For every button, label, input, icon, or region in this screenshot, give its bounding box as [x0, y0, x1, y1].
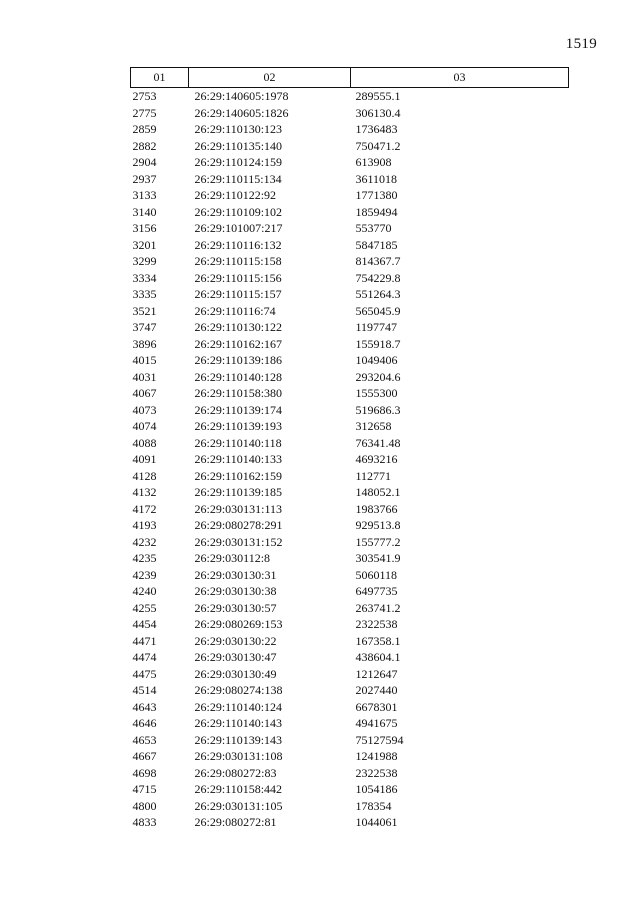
cadastral-number-cell: 26:29:030131:108 [194, 749, 283, 763]
table-row [131, 451, 569, 468]
value-cell: 4941675 [355, 716, 398, 730]
cadastral-number-cell: 26:29:110124:159 [194, 155, 283, 169]
value-cell: 5060118 [355, 567, 398, 582]
row-number-cell: 4232 [132, 534, 157, 549]
cadastral-number-cell: 26:29:030131:105 [194, 798, 283, 813]
value-cell: 1555300 [355, 386, 398, 400]
value-cell: 5847185 [355, 237, 398, 252]
value-cell: 75127594 [355, 732, 404, 747]
row-number-cell: 2937 [132, 171, 157, 186]
row-number-cell: 3299 [132, 254, 157, 268]
row-number-cell: 4715 [132, 782, 157, 796]
table-row [131, 270, 569, 287]
table-row [131, 798, 569, 815]
row-number-cell: 4235 [132, 551, 157, 565]
table-row [131, 501, 569, 518]
cadastral-number-cell: 26:29:101007:217 [194, 221, 283, 235]
row-number-cell: 4091 [132, 452, 157, 466]
value-cell: 293204.6 [355, 369, 401, 384]
table-body [131, 88, 569, 831]
value-cell: 167358.1 [355, 633, 401, 648]
table-row [131, 567, 569, 584]
value-cell: 1736483 [355, 122, 398, 136]
value-cell: 155918.7 [355, 336, 401, 351]
value-cell: 1212647 [355, 666, 398, 681]
value-cell: 1859494 [355, 204, 398, 219]
row-number-cell: 4454 [132, 617, 157, 631]
row-number-cell: 4474 [132, 650, 157, 664]
value-cell: 1044061 [355, 815, 398, 829]
table-row [131, 715, 569, 732]
value-cell: 155777.2 [355, 534, 401, 549]
table-row [131, 633, 569, 650]
table-row [131, 138, 569, 155]
cadastral-number-cell: 26:29:110140:133 [194, 452, 283, 466]
cadastral-number-cell: 26:29:110116:132 [194, 237, 282, 252]
row-number-cell: 4646 [132, 716, 157, 730]
cadastral-number-cell: 26:29:110122:92 [194, 188, 277, 202]
value-cell: 178354 [355, 798, 392, 813]
row-number-cell: 3521 [132, 303, 157, 318]
table-row [131, 237, 569, 254]
cadastral-number-cell: 26:29:110158:442 [194, 782, 283, 796]
table-row [131, 682, 569, 699]
table-row [131, 699, 569, 716]
row-number-cell: 4471 [132, 633, 157, 648]
cadastral-number-cell: 26:29:110139:185 [194, 485, 283, 499]
value-cell: 929513.8 [355, 518, 401, 532]
cadastral-number-cell: 26:29:110109:102 [194, 204, 283, 219]
row-number-cell: 4239 [132, 567, 157, 582]
cadastral-number-cell: 26:29:110130:122 [194, 320, 283, 334]
row-number-cell: 4128 [132, 468, 157, 483]
row-number-cell: 4193 [132, 518, 157, 532]
row-number-cell: 2882 [132, 138, 157, 153]
cadastral-number-cell: 26:29:080269:153 [194, 617, 283, 631]
cadastral-number-cell: 26:29:110140:124 [194, 699, 283, 714]
row-number-cell: 4015 [132, 353, 157, 367]
value-cell: 2322538 [355, 765, 398, 780]
row-number-cell: 4653 [132, 732, 157, 747]
table-row [131, 748, 569, 765]
cadastral-number-cell: 26:29:110115:157 [194, 287, 282, 301]
row-number-cell: 2904 [132, 155, 157, 169]
cadastral-number-cell: 26:29:030130:57 [194, 600, 277, 615]
row-number-cell: 3335 [132, 287, 157, 301]
row-number-cell: 4240 [132, 584, 157, 598]
cadastral-number-cell: 26:29:080274:138 [194, 683, 283, 697]
value-cell: 3611018 [355, 171, 398, 186]
table-row [131, 550, 569, 567]
table-row [131, 484, 569, 501]
row-number-cell: 2753 [132, 89, 157, 103]
cadastral-number-cell: 26:29:140605:1978 [194, 89, 289, 103]
page-number: 1519 [565, 36, 597, 52]
cadastral-number-cell: 26:29:030131:113 [194, 501, 283, 516]
cadastral-number-cell: 26:29:110139:174 [194, 402, 283, 417]
value-cell: 519686.3 [355, 402, 401, 417]
row-number-cell: 4514 [132, 683, 157, 697]
cadastral-number-cell: 26:29:030112:8 [194, 551, 271, 565]
cadastral-number-cell: 26:29:110158:380 [194, 386, 283, 400]
value-cell: 1049406 [355, 353, 398, 367]
data-table-container [130, 67, 570, 831]
table-row [131, 435, 569, 452]
row-number-cell: 4667 [132, 749, 157, 763]
table-row [131, 385, 569, 402]
value-cell: 551264.3 [355, 287, 401, 301]
cadastral-number-cell: 26:29:030130:47 [194, 650, 277, 664]
cadastral-number-cell: 26:29:110139:143 [194, 732, 283, 747]
table-row [131, 616, 569, 633]
value-cell: 1054186 [355, 782, 398, 796]
table-row [131, 286, 569, 303]
cadastral-number-cell: 26:29:140605:1826 [194, 105, 289, 120]
cadastral-number-cell: 26:29:110140:118 [194, 435, 282, 450]
row-number-cell: 4132 [132, 485, 157, 499]
value-cell: 613908 [355, 155, 392, 169]
column-header-02: 02 [189, 68, 351, 88]
value-cell: 6678301 [355, 699, 398, 714]
table-row [131, 649, 569, 666]
cadastral-number-cell: 26:29:110140:128 [194, 369, 283, 384]
table-row [131, 369, 569, 386]
table-row [131, 220, 569, 237]
table-row [131, 765, 569, 782]
value-cell: 303541.9 [355, 551, 401, 565]
row-number-cell: 2859 [132, 122, 157, 136]
row-number-cell: 4074 [132, 419, 157, 433]
cadastral-number-cell: 26:29:080272:83 [194, 765, 277, 780]
value-cell: 76341.48 [355, 435, 401, 450]
cadastral-number-cell: 26:29:110130:123 [194, 122, 283, 136]
cadastral-number-cell: 26:29:110139:193 [194, 419, 283, 433]
header-row [131, 68, 569, 88]
cadastral-number-cell: 26:29:030130:31 [194, 567, 277, 582]
value-cell: 289555.1 [355, 89, 401, 103]
cadastral-number-cell: 26:29:110115:156 [194, 270, 282, 285]
table-row [131, 171, 569, 188]
cadastral-number-cell: 26:29:030130:49 [194, 666, 277, 681]
value-cell: 6497735 [355, 584, 398, 598]
value-cell: 112771 [355, 468, 392, 483]
value-cell: 306130.4 [355, 105, 401, 120]
row-number-cell: 4088 [132, 435, 157, 450]
table-row [131, 583, 569, 600]
row-number-cell: 3140 [132, 204, 157, 219]
table-row [131, 253, 569, 270]
table-row [131, 154, 569, 171]
row-number-cell: 4475 [132, 666, 157, 681]
table-row [131, 204, 569, 221]
row-number-cell: 3334 [132, 270, 157, 285]
table-header [131, 68, 569, 88]
cadastral-number-cell: 26:29:080278:291 [194, 518, 283, 532]
value-cell: 565045.9 [355, 303, 401, 318]
value-cell: 814367.7 [355, 254, 401, 268]
table-row [131, 336, 569, 353]
cadastral-number-cell: 26:29:030130:38 [194, 584, 277, 598]
table-row [131, 781, 569, 798]
cadastral-number-cell: 26:29:110162:167 [194, 336, 283, 351]
table-row [131, 517, 569, 534]
table-row [131, 352, 569, 369]
table-row [131, 814, 569, 831]
table-row [131, 402, 569, 419]
row-number-cell: 2775 [132, 105, 157, 120]
data-table [130, 67, 569, 831]
row-number-cell: 4833 [132, 815, 157, 829]
table-row [131, 468, 569, 485]
table-row [131, 600, 569, 617]
table-row [131, 418, 569, 435]
value-cell: 1241988 [355, 749, 398, 763]
row-number-cell: 4067 [132, 386, 157, 400]
cadastral-number-cell: 26:29:110139:186 [194, 353, 283, 367]
table-row [131, 121, 569, 138]
row-number-cell: 4255 [132, 600, 157, 615]
table-row [131, 319, 569, 336]
table-row [131, 105, 569, 122]
value-cell: 438604.1 [355, 650, 401, 664]
value-cell: 750471.2 [355, 138, 401, 153]
row-number-cell: 4643 [132, 699, 157, 714]
cadastral-number-cell: 26:29:110162:159 [194, 468, 283, 483]
column-header-01: 01 [131, 68, 189, 88]
row-number-cell: 3201 [132, 237, 157, 252]
table-row [131, 534, 569, 551]
cadastral-number-cell: 26:29:110115:158 [194, 254, 282, 268]
table-row [131, 732, 569, 749]
cadastral-number-cell: 26:29:110135:140 [194, 138, 283, 153]
table-row [131, 88, 569, 105]
cadastral-number-cell: 26:29:080272:81 [194, 815, 277, 829]
row-number-cell: 4073 [132, 402, 157, 417]
row-number-cell: 4698 [132, 765, 157, 780]
table-row [131, 303, 569, 320]
row-number-cell: 4031 [132, 369, 157, 384]
cadastral-number-cell: 26:29:110116:74 [194, 303, 276, 318]
value-cell: 2322538 [355, 617, 398, 631]
cadastral-number-cell: 26:29:030130:22 [194, 633, 277, 648]
value-cell: 4693216 [355, 452, 398, 466]
value-cell: 1983766 [355, 501, 398, 516]
row-number-cell: 4800 [132, 798, 157, 813]
table-row [131, 187, 569, 204]
row-number-cell: 3896 [132, 336, 157, 351]
table-row [131, 666, 569, 683]
value-cell: 1197747 [355, 320, 398, 334]
row-number-cell: 3747 [132, 320, 157, 334]
value-cell: 312658 [355, 419, 392, 433]
row-number-cell: 3133 [132, 188, 157, 202]
value-cell: 1771380 [355, 188, 398, 202]
value-cell: 263741.2 [355, 600, 401, 615]
value-cell: 754229.8 [355, 270, 401, 285]
row-number-cell: 3156 [132, 221, 157, 235]
cadastral-number-cell: 26:29:110115:134 [194, 171, 282, 186]
value-cell: 2027440 [355, 683, 398, 697]
cadastral-number-cell: 26:29:110140:143 [194, 716, 283, 730]
value-cell: 148052.1 [355, 485, 401, 499]
cadastral-number-cell: 26:29:030131:152 [194, 534, 283, 549]
column-header-03: 03 [351, 68, 569, 88]
row-number-cell: 4172 [132, 501, 157, 516]
value-cell: 553770 [355, 221, 392, 235]
